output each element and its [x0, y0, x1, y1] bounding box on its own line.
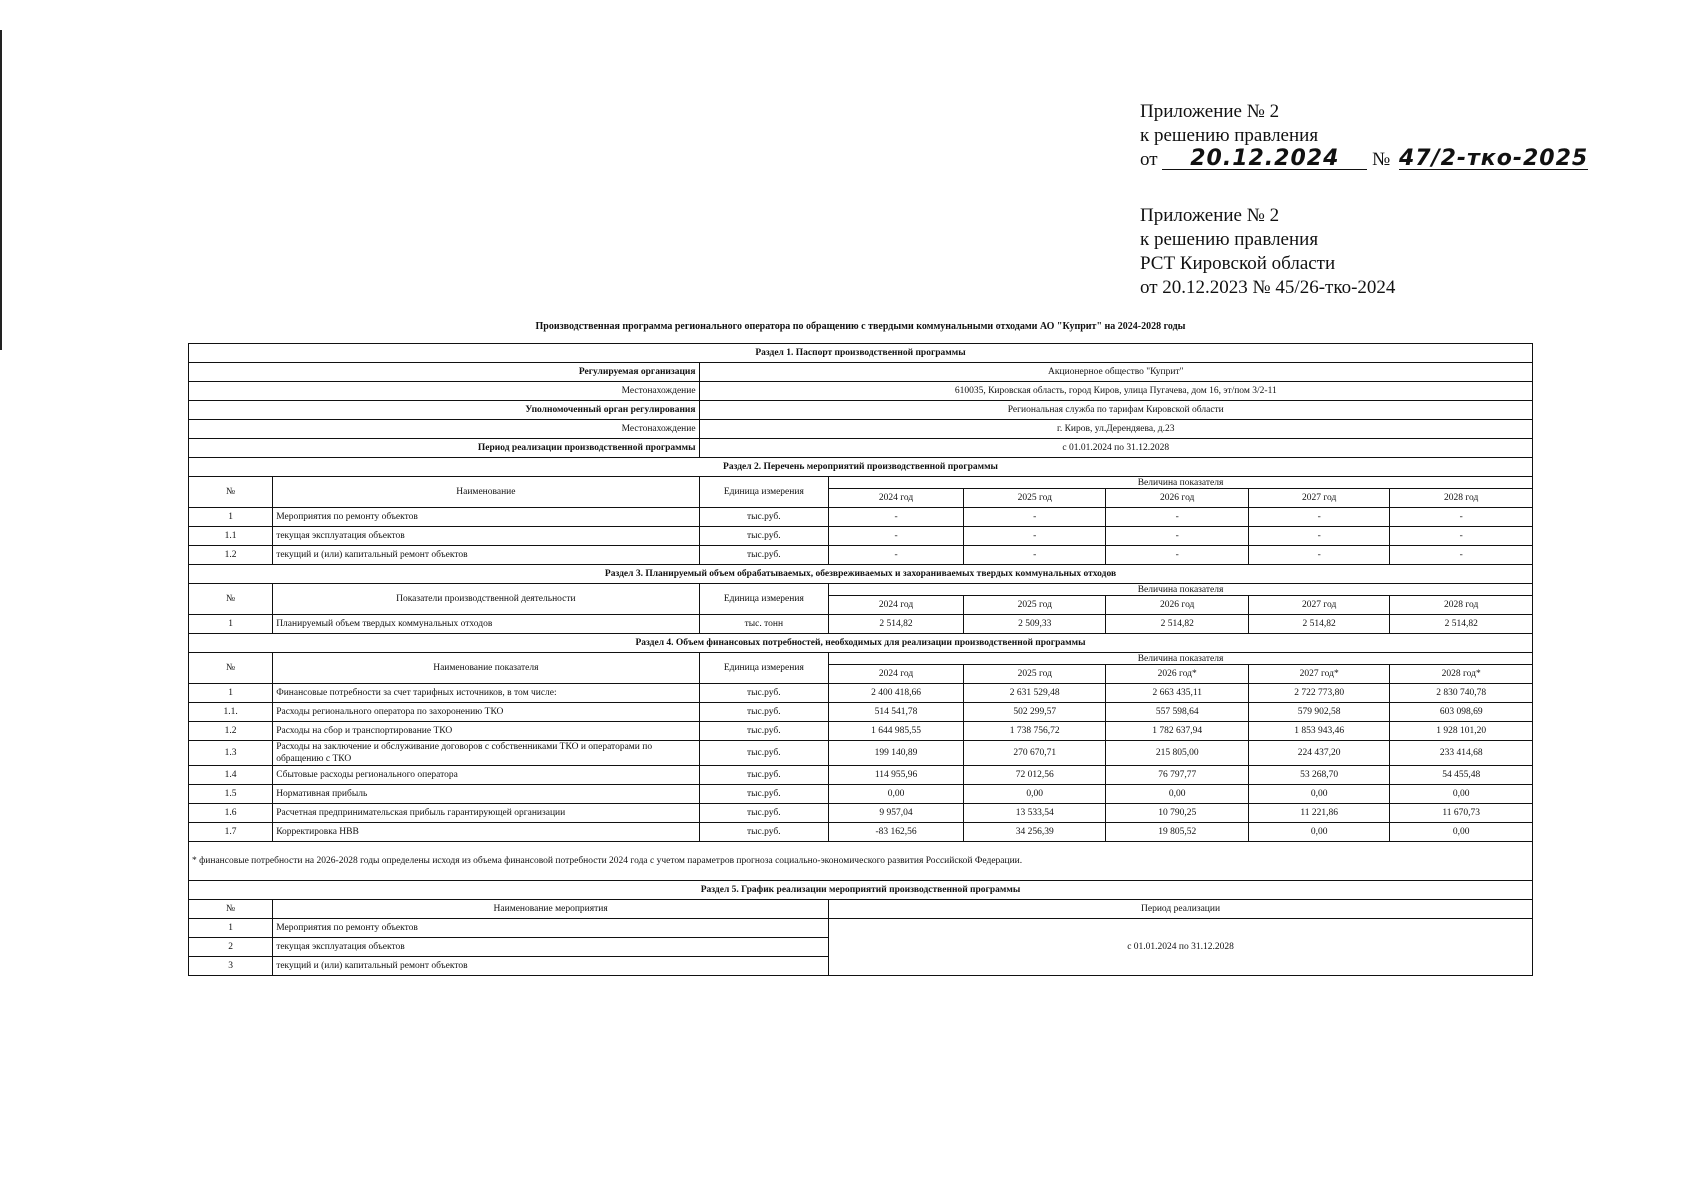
- row-unit: тыс.руб.: [699, 823, 829, 842]
- col-name-header: Наименование показателя: [273, 653, 699, 684]
- section4-title: Раздел 4. Объем финансовых потребностей, необходимых для реализации производственной программы: [189, 634, 1533, 653]
- year-header: 2026 год: [1106, 489, 1248, 508]
- col-num-header: №: [189, 653, 273, 684]
- row-value: 502 299,57: [964, 703, 1106, 722]
- passport-label: Уполномоченный орган регулирования: [189, 401, 700, 420]
- col-value-header: Величина показателя: [829, 653, 1533, 665]
- row-unit: тыс.руб.: [699, 722, 829, 741]
- row-value: -: [1106, 546, 1248, 565]
- year-header: 2028 год: [1390, 489, 1533, 508]
- year-header: 2025 год: [964, 596, 1106, 615]
- section3-title: Раздел 3. Планируемый объем обрабатываемых, обезвреживаемых и захораниваемых твердых коммунальных отходов: [189, 565, 1533, 584]
- table-row: [189, 684, 1533, 703]
- row-value: 270 670,71: [964, 741, 1106, 766]
- row-value: 0,00: [964, 785, 1106, 804]
- row-value: -: [829, 546, 964, 565]
- row-unit: тыс.руб.: [699, 527, 829, 546]
- appendix-new-line1: Приложение № 2: [1140, 101, 1280, 122]
- handwritten-number: 47/2-тко-2025: [1398, 146, 1589, 171]
- row-value: -: [964, 527, 1106, 546]
- row-name: Мероприятия по ремонту объектов: [273, 508, 699, 527]
- appendix-old-line3: РСТ Кировской области: [1140, 253, 1336, 274]
- row-num: 1.6: [189, 804, 273, 823]
- table-row: [189, 722, 1533, 741]
- row-name: Нормативная прибыль: [273, 785, 699, 804]
- year-header: 2027 год: [1248, 489, 1389, 508]
- table-row: [189, 615, 1533, 634]
- row-unit: тыс.руб.: [699, 785, 829, 804]
- row-value: 215 805,00: [1106, 741, 1248, 766]
- row-value: 2 514,82: [1390, 615, 1533, 634]
- row-value: -: [829, 527, 964, 546]
- col-unit-header: Единица измерения: [699, 477, 829, 508]
- row-value: 2 663 435,11: [1106, 684, 1248, 703]
- row-value: 199 140,89: [829, 741, 964, 766]
- row-name: Расходы на сбор и транспортирование ТКО: [273, 722, 699, 741]
- row-unit: тыс.руб.: [699, 741, 829, 766]
- row-value: -: [1390, 546, 1533, 565]
- table-row: [189, 766, 1533, 785]
- row-value: 0,00: [1248, 785, 1389, 804]
- row-value: 0,00: [1390, 823, 1533, 842]
- row-value: 2 509,33: [964, 615, 1106, 634]
- row-unit: тыс.руб.: [699, 546, 829, 565]
- row-value: -: [964, 508, 1106, 527]
- table-row: [189, 508, 1533, 527]
- row-value: 0,00: [1106, 785, 1248, 804]
- row-value: -: [1248, 546, 1389, 565]
- year-header: 2026 год: [1106, 596, 1248, 615]
- passport-value: Акционерное общество "Куприт": [699, 363, 1532, 382]
- row-num: 3: [189, 957, 273, 976]
- row-num: 1: [189, 508, 273, 527]
- year-header: 2027 год*: [1248, 665, 1389, 684]
- row-value: 557 598,64: [1106, 703, 1248, 722]
- col-unit-header: Единица измерения: [699, 653, 829, 684]
- row-value: 53 268,70: [1248, 766, 1389, 785]
- row-name: текущий и (или) капитальный ремонт объектов: [273, 957, 829, 976]
- row-name: Расходы регионального оператора по захоронению ТКО: [273, 703, 699, 722]
- passport-label: Местонахождение: [189, 420, 700, 439]
- row-value: 2 722 773,80: [1248, 684, 1389, 703]
- row-num: 1: [189, 615, 273, 634]
- appendix-new-line3: [1140, 148, 1588, 172]
- row-num: 1.3: [189, 741, 273, 766]
- section2-title: Раздел 2. Перечень мероприятий производственной программы: [189, 458, 1533, 477]
- row-value: 233 414,68: [1390, 741, 1533, 766]
- row-num: 1.1: [189, 527, 273, 546]
- row-value: 114 955,96: [829, 766, 964, 785]
- row-value: 72 012,56: [964, 766, 1106, 785]
- col-name-header: Наименование: [273, 477, 699, 508]
- row-name: Планируемый объем твердых коммунальных отходов: [273, 615, 699, 634]
- year-header: 2025 год: [964, 665, 1106, 684]
- row-value: 13 533,54: [964, 804, 1106, 823]
- row-unit: тыс.руб.: [699, 766, 829, 785]
- row-value: 1 928 101,20: [1390, 722, 1533, 741]
- row-value: -: [1106, 508, 1248, 527]
- row-value: -: [1390, 508, 1533, 527]
- section1-title: Раздел 1. Паспорт производственной программы: [189, 344, 1533, 363]
- period-value: с 01.01.2024 по 31.12.2028: [829, 919, 1533, 976]
- passport-value: г. Киров, ул.Дерендяева, д.23: [699, 420, 1532, 439]
- from-label: от: [1140, 149, 1158, 170]
- col-num-header: №: [189, 584, 273, 615]
- row-value: 1 782 637,94: [1106, 722, 1248, 741]
- row-name: Корректировка НВВ: [273, 823, 699, 842]
- row-name: Сбытовые расходы регионального оператора: [273, 766, 699, 785]
- table-row: [189, 919, 1533, 938]
- row-value: 1 644 985,55: [829, 722, 964, 741]
- row-name: Расходы на заключение и обслуживание договоров с собственниками ТКО и операторами по обращению с ТКО: [273, 741, 699, 766]
- col-name-header: Наименование мероприятия: [273, 900, 829, 919]
- year-header: 2024 год: [829, 489, 964, 508]
- row-num: 1.1.: [189, 703, 273, 722]
- row-value: -: [964, 546, 1106, 565]
- year-header: 2028 год: [1390, 596, 1533, 615]
- row-value: 0,00: [1390, 785, 1533, 804]
- row-unit: тыс.руб.: [699, 804, 829, 823]
- row-value: 2 400 418,66: [829, 684, 964, 703]
- row-value: -: [1248, 508, 1389, 527]
- row-value: 1 853 943,46: [1248, 722, 1389, 741]
- row-value: 76 797,77: [1106, 766, 1248, 785]
- row-num: 1.7: [189, 823, 273, 842]
- row-value: 9 957,04: [829, 804, 964, 823]
- row-value: 0,00: [829, 785, 964, 804]
- table-row: [189, 785, 1533, 804]
- appendix-old-line2: к решению правления: [1140, 229, 1319, 250]
- section5-title: Раздел 5. График реализации мероприятий производственной программы: [189, 881, 1533, 900]
- row-unit: тыс. тонн: [699, 615, 829, 634]
- table-row: [189, 804, 1533, 823]
- row-name: текущий и (или) капитальный ремонт объектов: [273, 546, 699, 565]
- appendix-new-line2: к решению правления: [1140, 125, 1319, 146]
- row-num: 1: [189, 919, 273, 938]
- row-value: 54 455,48: [1390, 766, 1533, 785]
- col-value-header: Величина показателя: [829, 477, 1533, 489]
- table-row: [189, 823, 1533, 842]
- row-name: Финансовые потребности за счет тарифных источников, в том числе:: [273, 684, 699, 703]
- row-value: -: [1106, 527, 1248, 546]
- row-value: 2 631 529,48: [964, 684, 1106, 703]
- row-value: -: [1248, 527, 1389, 546]
- col-num-header: №: [189, 900, 273, 919]
- row-value: 579 902,58: [1248, 703, 1389, 722]
- row-value: -: [1390, 527, 1533, 546]
- table-row: [189, 527, 1533, 546]
- row-num: 1: [189, 684, 273, 703]
- row-num: 1.4: [189, 766, 273, 785]
- row-value: 2 514,82: [829, 615, 964, 634]
- passport-label: Регулируемая организация: [189, 363, 700, 382]
- scan-edge-mark: [0, 30, 2, 350]
- row-value: -83 162,56: [829, 823, 964, 842]
- handwritten-date: 20.12.2024: [1162, 149, 1367, 170]
- appendix-old-block: [1140, 204, 1395, 300]
- row-value: 10 790,25: [1106, 804, 1248, 823]
- passport-label: Период реализации производственной программы: [189, 439, 700, 458]
- row-unit: тыс.руб.: [699, 508, 829, 527]
- row-value: 1 738 756,72: [964, 722, 1106, 741]
- row-num: 1.5: [189, 785, 273, 804]
- col-period-header: Период реализации: [829, 900, 1533, 919]
- row-num: 1.2: [189, 546, 273, 565]
- row-value: 2 514,82: [1106, 615, 1248, 634]
- year-header: 2026 год*: [1106, 665, 1248, 684]
- row-name: Мероприятия по ремонту объектов: [273, 919, 829, 938]
- passport-label: Местонахождение: [189, 382, 700, 401]
- document-title: Производственная программа регионального оператора по обращению с твердыми коммунальными отходами АО "Куприт" на 2024-2028 годы: [535, 321, 1186, 332]
- table-row: [189, 703, 1533, 722]
- row-unit: тыс.руб.: [699, 684, 829, 703]
- year-header: 2028 год*: [1390, 665, 1533, 684]
- year-header: 2024 год: [829, 665, 964, 684]
- row-num: 2: [189, 938, 273, 957]
- row-value: 11 221,86: [1248, 804, 1389, 823]
- year-header: 2027 год: [1248, 596, 1389, 615]
- row-value: 224 437,20: [1248, 741, 1389, 766]
- table-row: [189, 741, 1533, 766]
- year-header: 2025 год: [964, 489, 1106, 508]
- appendix-old-line4: от 20.12.2023 № 45/26-тко-2024: [1140, 277, 1396, 298]
- passport-value: 610035, Кировская область, город Киров, улица Пугачева, дом 16, эт/пом 3/2-11: [699, 382, 1532, 401]
- col-unit-header: Единица измерения: [699, 584, 829, 615]
- appendix-new-block: [1140, 100, 1588, 172]
- row-num: 1.2: [189, 722, 273, 741]
- year-header: 2024 год: [829, 596, 964, 615]
- row-value: 603 098,69: [1390, 703, 1533, 722]
- row-name: Расчетная предпринимательская прибыль гарантирующей организации: [273, 804, 699, 823]
- row-name: текущая эксплуатация объектов: [273, 527, 699, 546]
- passport-value: с 01.01.2024 по 31.12.2028: [699, 439, 1532, 458]
- number-label: №: [1372, 149, 1391, 170]
- row-value: 2 514,82: [1248, 615, 1389, 634]
- col-value-header: Величина показателя: [829, 584, 1533, 596]
- table-row: [189, 546, 1533, 565]
- row-value: 0,00: [1248, 823, 1389, 842]
- row-value: 34 256,39: [964, 823, 1106, 842]
- production-program-table: [188, 343, 1533, 976]
- passport-value: Региональная служба по тарифам Кировской области: [699, 401, 1532, 420]
- row-value: 514 541,78: [829, 703, 964, 722]
- row-value: 19 805,52: [1106, 823, 1248, 842]
- appendix-old-line1: Приложение № 2: [1140, 205, 1280, 226]
- col-num-header: №: [189, 477, 273, 508]
- col-name-header: Показатели производственной деятельности: [273, 584, 699, 615]
- footnote: * финансовые потребности на 2026-2028 годы определены исходя из объема финансовой потребности 2024 года с учетом параметров прогноза социально-экономического развития Российской Федерации.: [189, 842, 1533, 881]
- row-unit: тыс.руб.: [699, 703, 829, 722]
- row-value: 2 830 740,78: [1390, 684, 1533, 703]
- row-name: текущая эксплуатация объектов: [273, 938, 829, 957]
- row-value: 11 670,73: [1390, 804, 1533, 823]
- row-value: -: [829, 508, 964, 527]
